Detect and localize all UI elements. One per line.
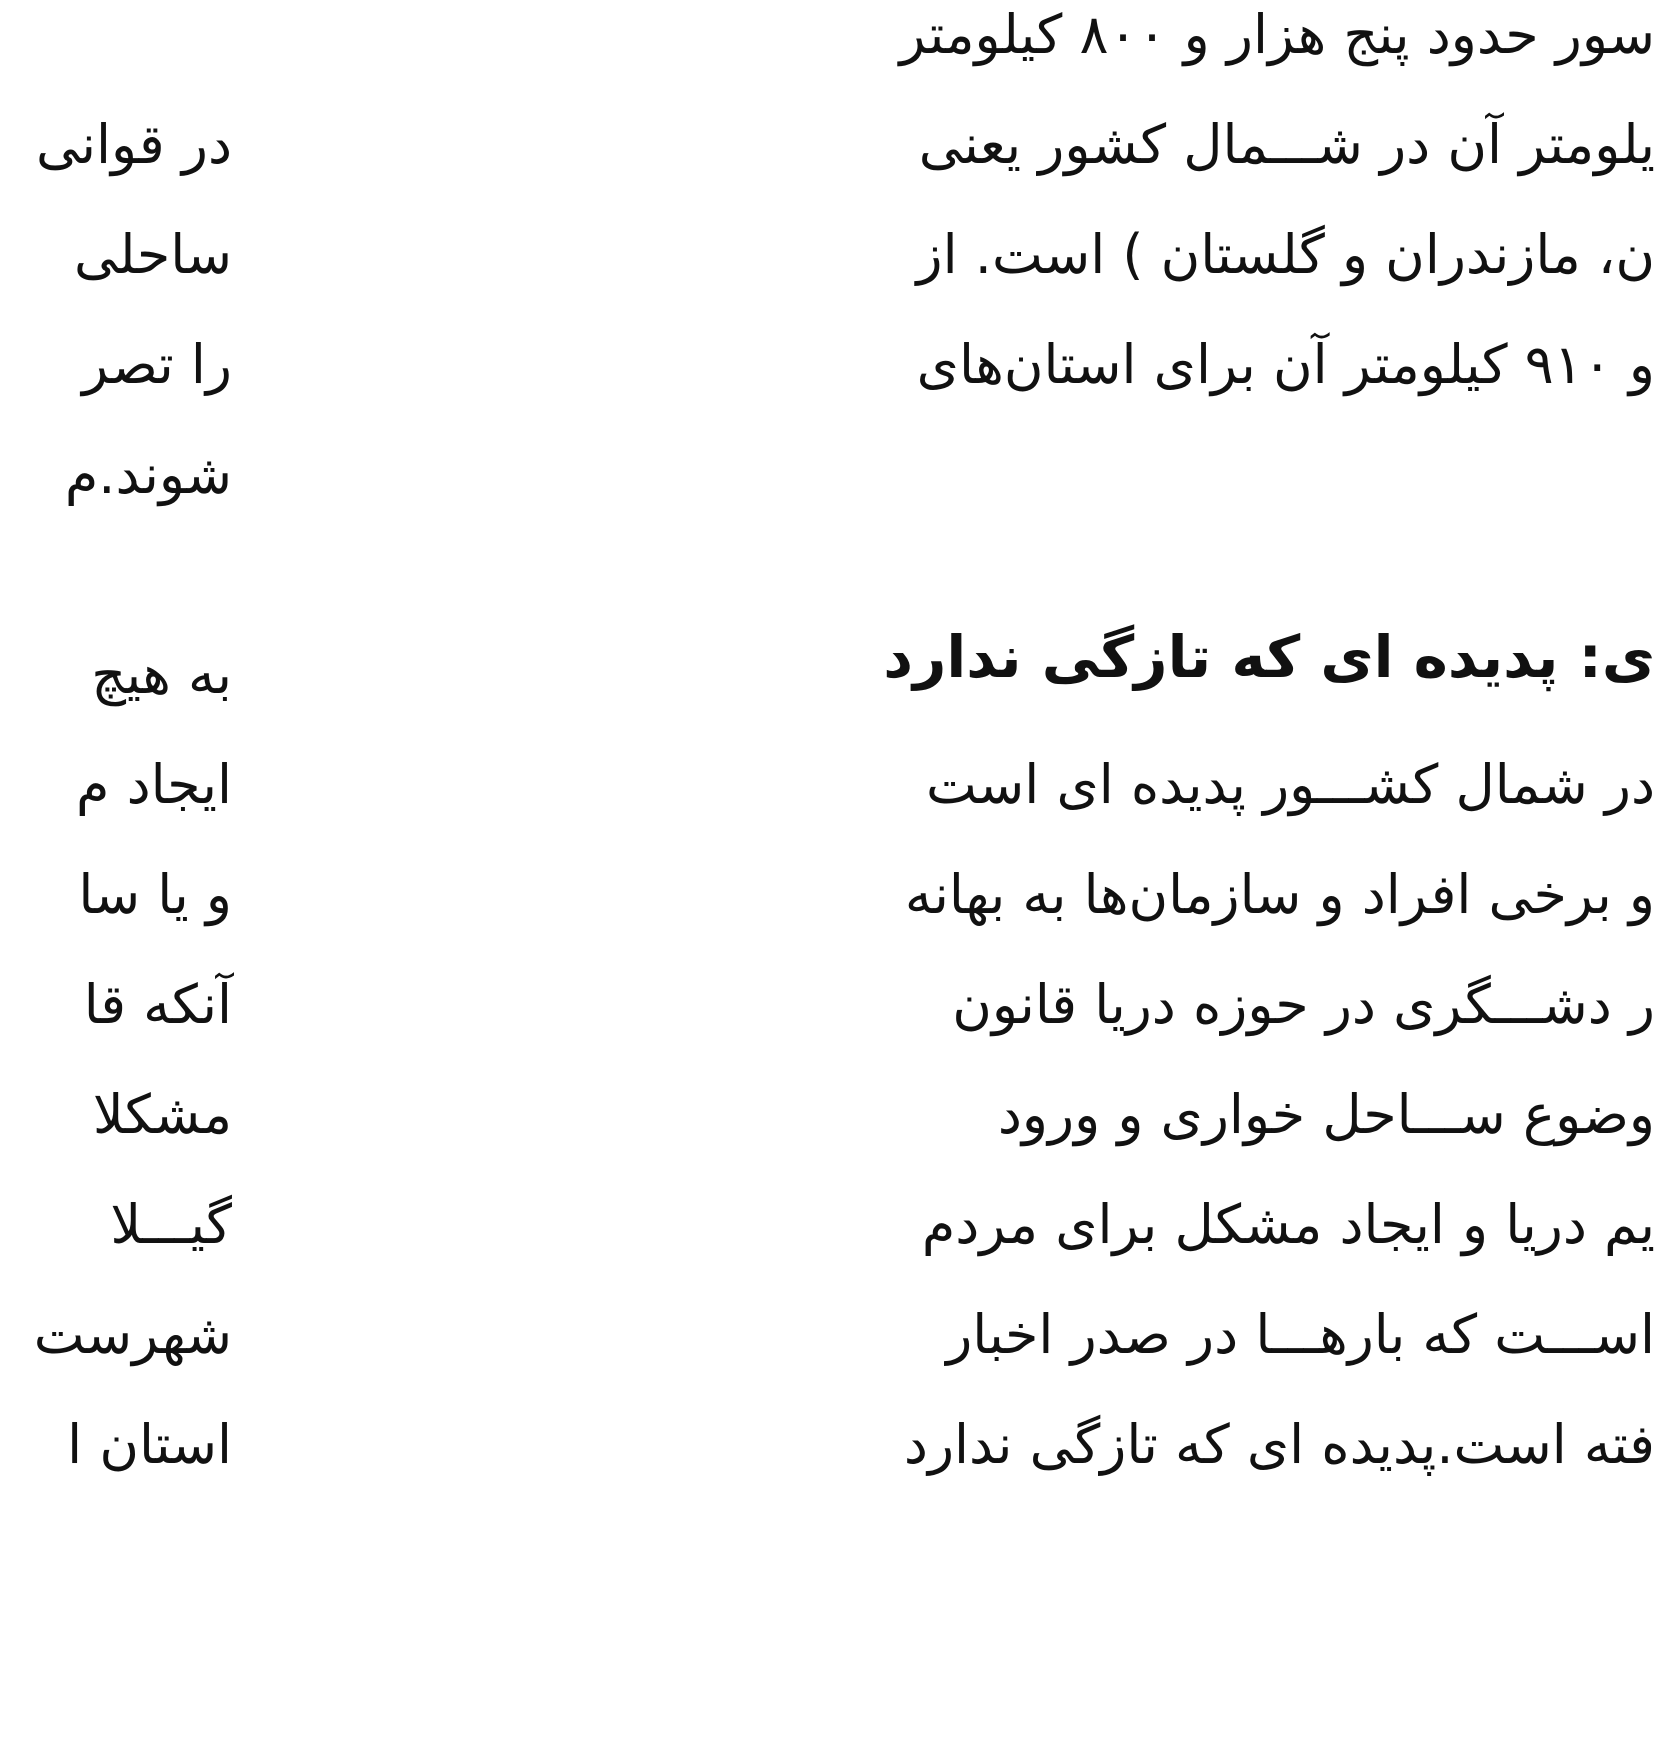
body-text-line: به هیچ [91, 643, 232, 706]
body-text-line: را تصر [82, 333, 232, 396]
body-text-line: ن، مازندران و گلستان ) است. از [916, 223, 1655, 286]
body-text-line: شهرست [33, 1303, 232, 1366]
body-text-line: سور حدود پنج هزار و ۸۰۰ کیلومتر [899, 3, 1655, 66]
body-text-line: شوند.م [64, 443, 232, 506]
body-text-line: در قوانی [35, 113, 232, 176]
body-text-line: ایجاد م [76, 753, 232, 816]
body-text-line: یم دریا و ایجاد مشکل برای مردم [921, 1193, 1655, 1256]
body-text-line: مشکلا [92, 1083, 232, 1146]
body-text-line: و ۹۱۰ کیلومتر آن برای استان‌های [916, 333, 1655, 396]
body-text-line: و برخی افراد و سازمان‌ها به بهانه [904, 863, 1655, 926]
body-text-line: ساحلی [74, 223, 232, 286]
body-text-line: یلومتر آن در شـــمال کشور یعنی [918, 113, 1655, 176]
section-heading: ی: پدیده ای که تازگی ندارد [883, 623, 1655, 691]
body-text-line: ر دشـــگری در حوزه دریا قانون [952, 973, 1655, 1036]
article-left-column [0, 0, 235, 1755]
body-text-line: وضوع ســـاحل خواری و ورود [997, 1083, 1655, 1146]
body-text-line: اســـت که بارهـــا در صدر اخبار [946, 1303, 1655, 1366]
body-text-line: فته است.پدیده ای که تازگی ندارد [903, 1413, 1655, 1476]
body-text-line: آنکه قا [83, 973, 232, 1036]
article-right-column [415, 0, 1655, 1755]
body-text-line: گیـــلا [110, 1193, 232, 1256]
body-text-line: در شمال کشـــور پدیده ای است [926, 753, 1655, 816]
body-text-line: استان ا [67, 1413, 232, 1476]
body-text-line: و یا سا [78, 863, 232, 926]
